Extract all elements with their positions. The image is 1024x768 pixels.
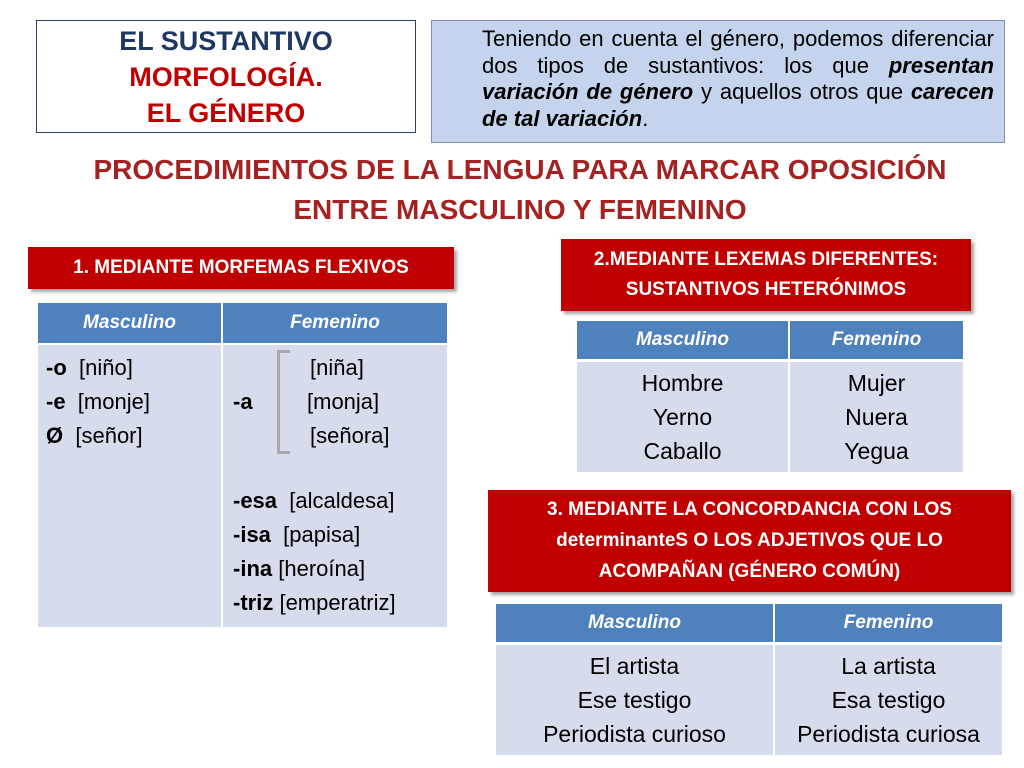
fem-example: [alcaldesa] — [289, 488, 395, 513]
section-3-header-masculino: Masculino — [496, 604, 773, 642]
title-line-1: EL SUSTANTIVO — [119, 26, 333, 56]
section-2-banner-line-1: 2.MEDIANTE LEXEMAS DIFERENTES: — [593, 249, 939, 270]
section-2-banner — [561, 239, 971, 311]
fem-a-example-2: [monja] — [307, 389, 380, 414]
section-1-header-masculino: Masculino — [38, 303, 221, 343]
list-item: Periodista curiosa — [797, 721, 980, 747]
masc-row-2 — [46, 385, 150, 419]
masc-suffix: -o — [46, 355, 67, 380]
title-line-2: MORFOLOGÍA. — [129, 62, 323, 92]
intro-text-1: Teniendo en cuenta el género, podemos diferenciar dos tipos de sustantivos: los que — [482, 26, 994, 78]
section-3-femenino-cell — [775, 645, 1002, 755]
section-3-header-femenino: Femenino — [775, 604, 1002, 642]
section-2-masculino-cell — [577, 362, 788, 472]
fem-a-example-3: [señora] — [310, 423, 390, 448]
main-heading — [40, 150, 1000, 230]
section-3-banner-line-3: ACOMPAÑAN (GÉNERO COMÚN) — [598, 561, 901, 582]
list-item: Mujer — [847, 370, 906, 396]
intro-text-3: . — [642, 105, 649, 131]
list-item: Caballo — [643, 438, 722, 464]
intro-emphasis-1: presentan variación de género — [482, 52, 994, 104]
masc-example: [monje] — [77, 389, 150, 414]
fem-example: [emperatriz] — [279, 590, 396, 615]
masc-suffix: Ø — [46, 423, 64, 448]
masc-row-3 — [46, 419, 143, 453]
fem-row-triz — [233, 586, 396, 620]
title-box — [36, 20, 416, 133]
section-3-banner-line-2: determinanteS O LOS ADJETIVOS QUE LO — [556, 530, 943, 551]
fem-row-esa — [233, 484, 394, 518]
fem-suffix: -ina — [233, 556, 273, 581]
section-1-masculino-cell — [38, 345, 221, 627]
list-item: Nuera — [845, 404, 908, 430]
masc-example: [niño] — [79, 355, 133, 380]
fem-a-suffix — [233, 385, 253, 419]
intro-emphasis-2: carecen de tal variación — [482, 79, 994, 131]
section-3-masculino-cell — [496, 645, 773, 755]
section-2-femenino-cell — [790, 362, 963, 472]
fem-suffix: -esa — [233, 488, 278, 513]
title-line-3: EL GÉNERO — [146, 98, 306, 128]
section-2-header-femenino: Femenino — [790, 321, 963, 359]
masc-example: [señor] — [75, 423, 143, 448]
fem-suffix: -triz — [233, 590, 274, 615]
masc-row-1 — [46, 351, 133, 385]
fem-a-example-1: [niña] — [310, 355, 364, 380]
fem-example: [papisa] — [283, 522, 361, 547]
section-3-banner — [488, 490, 1011, 592]
list-item: Periodista curioso — [543, 721, 726, 747]
fem-example: [heroína] — [278, 556, 366, 581]
section-3-banner-line-1: 3. MEDIANTE LA CONCORDANCIA CON LOS — [547, 499, 952, 520]
list-item: Yerno — [652, 404, 713, 430]
bracket-icon — [277, 350, 290, 454]
main-heading-line-2: ENTRE MASCULINO Y FEMENINO — [293, 194, 747, 225]
fem-row-isa — [233, 518, 360, 552]
fem-row-ina — [233, 552, 365, 586]
list-item: Ese testigo — [577, 687, 692, 713]
list-item: La artista — [841, 653, 936, 679]
list-item: Hombre — [641, 370, 724, 396]
masc-suffix: -e — [46, 389, 66, 414]
list-item: Esa testigo — [831, 687, 946, 713]
fem-suffix: -isa — [233, 522, 271, 547]
section-1-banner: 1. MEDIANTE MORFEMAS FLEXIVOS — [28, 247, 454, 289]
section-1-header-femenino: Femenino — [223, 303, 447, 343]
section-1-femenino-cell — [223, 345, 447, 627]
intro-box — [431, 20, 1005, 143]
section-2-banner-line-2: SUSTANTIVOS HETERÓNIMOS — [625, 279, 907, 300]
list-item: El artista — [589, 653, 680, 679]
main-heading-line-1: PROCEDIMIENTOS DE LA LENGUA PARA MARCAR OPOSICIÓN — [93, 154, 947, 185]
fem-suffix: -a — [233, 389, 253, 414]
section-2-header-masculino: Masculino — [577, 321, 788, 359]
intro-text-2: y aquellos otros que — [693, 79, 911, 104]
list-item: Yegua — [844, 438, 909, 464]
